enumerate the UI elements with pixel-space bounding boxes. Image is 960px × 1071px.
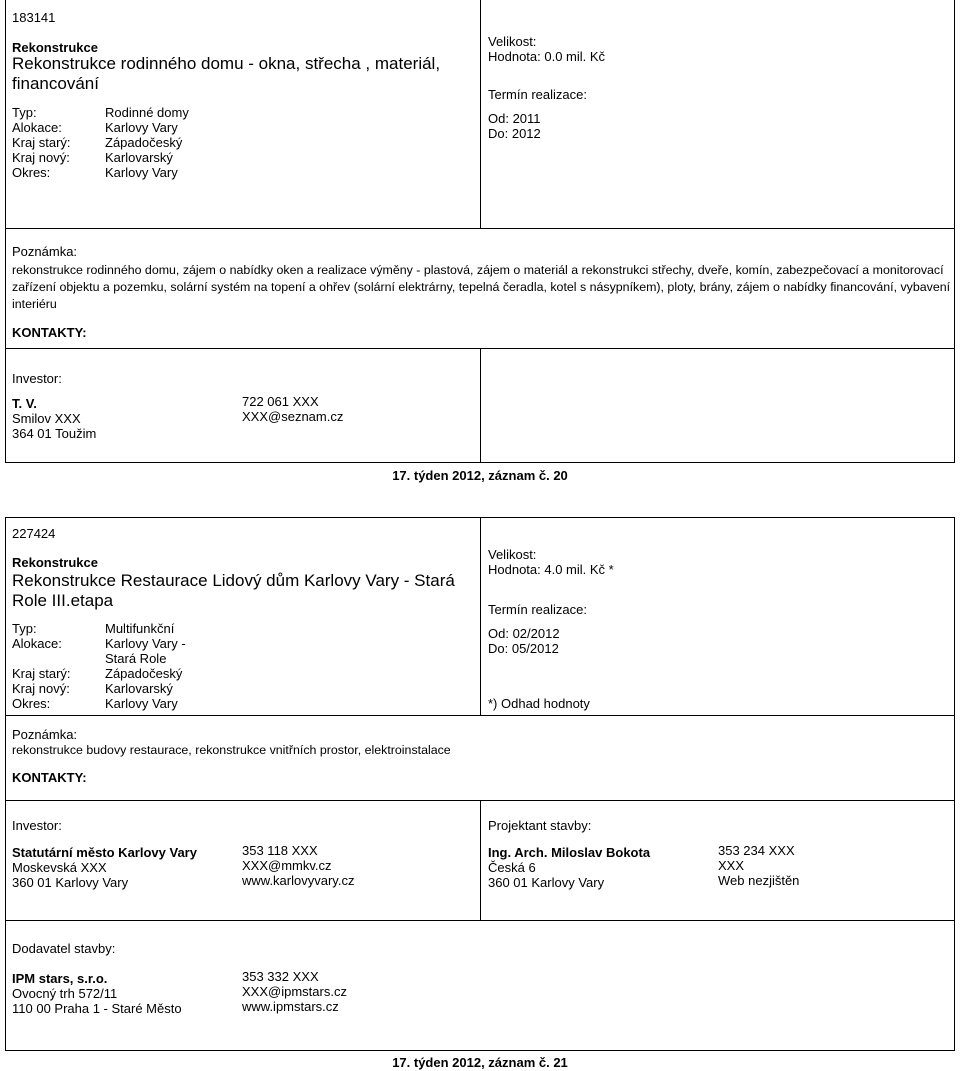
record-border-right	[954, 0, 955, 462]
field-row	[12, 681, 186, 696]
record-category: Rekonstrukce	[12, 40, 98, 55]
field-row	[12, 150, 189, 165]
field-label: Alokace:	[12, 120, 62, 135]
field-row	[12, 120, 189, 135]
field-value: Rodinné domy	[105, 105, 189, 120]
investor-city: 364 01 Toužim	[12, 426, 97, 441]
investor-contact	[242, 843, 354, 888]
investor-city: 360 01 Karlovy Vary	[12, 875, 129, 890]
record-title: Rekonstrukce Restaurace Lidový dům Karlovy Vary - Stará Role III.etapa	[12, 571, 455, 610]
size-label: Velikost:	[488, 547, 537, 562]
designer-label: Projektant stavby:	[488, 818, 592, 833]
record-column-divider	[480, 517, 481, 715]
investor-street: Moskevská XXX	[12, 860, 107, 875]
record-id: 227424	[12, 526, 56, 541]
record-footer: 17. týden 2012, záznam č. 21	[392, 1055, 568, 1070]
field-row	[12, 135, 189, 150]
contacts-column-divider	[480, 348, 481, 462]
record-fields	[12, 621, 186, 711]
field-label: Okres:	[12, 696, 51, 711]
field-label: Kraj nový:	[12, 681, 70, 696]
supplier-address	[12, 971, 182, 1016]
field-row	[12, 165, 189, 180]
designer-street: Česká 6	[488, 860, 536, 875]
estimate-note: *) Odhad hodnoty	[488, 696, 590, 711]
field-row	[12, 651, 186, 666]
record-divider-top	[5, 715, 955, 716]
term-from: Od: 02/2012	[488, 626, 560, 641]
field-label: Typ:	[12, 621, 37, 636]
note-text: rekonstrukce rodinného domu, zájem o nabídky oken a realizace výměny - plastová, zájem o materiál a rekonstrukci střechy, dveře, komín, zabezpečovací a monitorovací zařízení objektu a pozemku, solární systém na topení a ohřev (solární elektrárny, tepelná čeradla, kotel s násypníkem), ploty, brány, zájem o nabídky financování, vybavení interiéru	[12, 263, 951, 311]
supplier-phone: 353 332 XXX	[242, 969, 319, 984]
term-to: Do: 05/2012	[488, 641, 559, 656]
investor-email: XXX@seznam.cz	[242, 409, 344, 424]
investor-street: Smilov XXX	[12, 411, 81, 426]
designer-email: XXX	[718, 858, 745, 873]
field-value: Karlovarský	[105, 150, 173, 165]
size-label: Velikost:	[488, 34, 537, 49]
term-from: Od: 2011	[488, 111, 541, 126]
field-row	[12, 636, 186, 651]
note-text: rekonstrukce budovy restaurace, rekonstrukce vnitřních prostor, elektroinstalace	[12, 743, 451, 757]
field-value: Karlovy Vary	[105, 696, 178, 711]
field-value: Karlovy Vary -	[105, 636, 186, 651]
field-row	[12, 696, 186, 711]
designer-city: 360 01 Karlovy Vary	[488, 875, 605, 890]
term-label: Termín realizace:	[488, 87, 587, 102]
investor-name: T. V.	[12, 396, 37, 411]
field-value: Stará Role	[105, 651, 167, 666]
supplier-email: XXX@ipmstars.cz	[242, 984, 347, 999]
record-title: Rekonstrukce rodinného domu - okna, střecha , materiál, financování	[12, 54, 441, 93]
designer-web: Web nezjištěn	[718, 873, 800, 888]
field-label	[12, 651, 105, 666]
term-label: Termín realizace:	[488, 602, 587, 617]
field-row	[12, 105, 189, 120]
investor-email: XXX@mmkv.cz	[242, 858, 332, 873]
note-label: Poznámka:	[12, 727, 78, 742]
investor-address	[12, 396, 96, 441]
contacts-column-divider	[480, 800, 481, 920]
field-row	[12, 666, 186, 681]
field-value: Západočeský	[105, 135, 183, 150]
value-text: Hodnota: 4.0 mil. Kč *	[488, 562, 614, 577]
supplier-divider	[5, 920, 955, 921]
record-border-bottom	[5, 1050, 955, 1051]
record-category: Rekonstrukce	[12, 555, 98, 570]
record-footer: 17. týden 2012, záznam č. 20	[392, 468, 568, 483]
designer-contact	[718, 843, 799, 888]
contacts-heading: KONTAKTY:	[12, 325, 87, 340]
investor-contact	[242, 394, 343, 424]
investor-address	[12, 845, 197, 890]
field-row	[12, 621, 186, 636]
field-label: Okres:	[12, 165, 51, 180]
record-column-divider	[480, 0, 481, 228]
record-id: 183141	[12, 10, 56, 25]
investor-phone: 722 061 XXX	[242, 394, 319, 409]
contacts-heading: KONTAKTY:	[12, 770, 87, 785]
field-label: Typ:	[12, 105, 37, 120]
supplier-street: Ovocný trh 572/11	[12, 986, 118, 1001]
field-value: Karlovarský	[105, 681, 173, 696]
value-text: Hodnota: 0.0 mil. Kč	[488, 49, 606, 64]
investor-phone: 353 118 XXX	[242, 843, 318, 858]
supplier-web: www.ipmstars.cz	[242, 999, 339, 1014]
field-value: Západočeský	[105, 666, 183, 681]
investor-name: Statutární město Karlovy Vary	[12, 845, 197, 860]
designer-name: Ing. Arch. Miloslav Bokota	[488, 845, 651, 860]
investor-label: Investor:	[12, 371, 62, 386]
note-label: Poznámka:	[12, 244, 78, 259]
supplier-contact	[242, 969, 347, 1014]
record-border-left	[5, 0, 6, 462]
term-to: Do: 2012	[488, 126, 541, 141]
field-value: Multifunkční	[105, 621, 175, 636]
field-label: Kraj nový:	[12, 150, 70, 165]
field-value: Karlovy Vary	[105, 165, 178, 180]
supplier-city: 110 00 Praha 1 - Staré Město	[12, 1001, 182, 1016]
field-label: Kraj starý:	[12, 135, 71, 150]
investor-web: www.karlovyvary.cz	[242, 873, 355, 888]
supplier-label: Dodavatel stavby:	[12, 941, 116, 956]
record-divider-bottom	[5, 462, 955, 463]
record-divider-top	[5, 228, 955, 229]
field-label: Kraj starý:	[12, 666, 71, 681]
record-border-right	[954, 517, 955, 1050]
record-border-left	[5, 517, 6, 1050]
designer-address	[488, 845, 650, 890]
field-label: Alokace:	[12, 636, 62, 651]
field-value: Karlovy Vary	[105, 120, 178, 135]
investor-label: Investor:	[12, 818, 62, 833]
designer-phone: 353 234 XXX	[718, 843, 795, 858]
record-fields	[12, 105, 189, 180]
supplier-name: IPM stars, s.r.o.	[12, 971, 108, 986]
